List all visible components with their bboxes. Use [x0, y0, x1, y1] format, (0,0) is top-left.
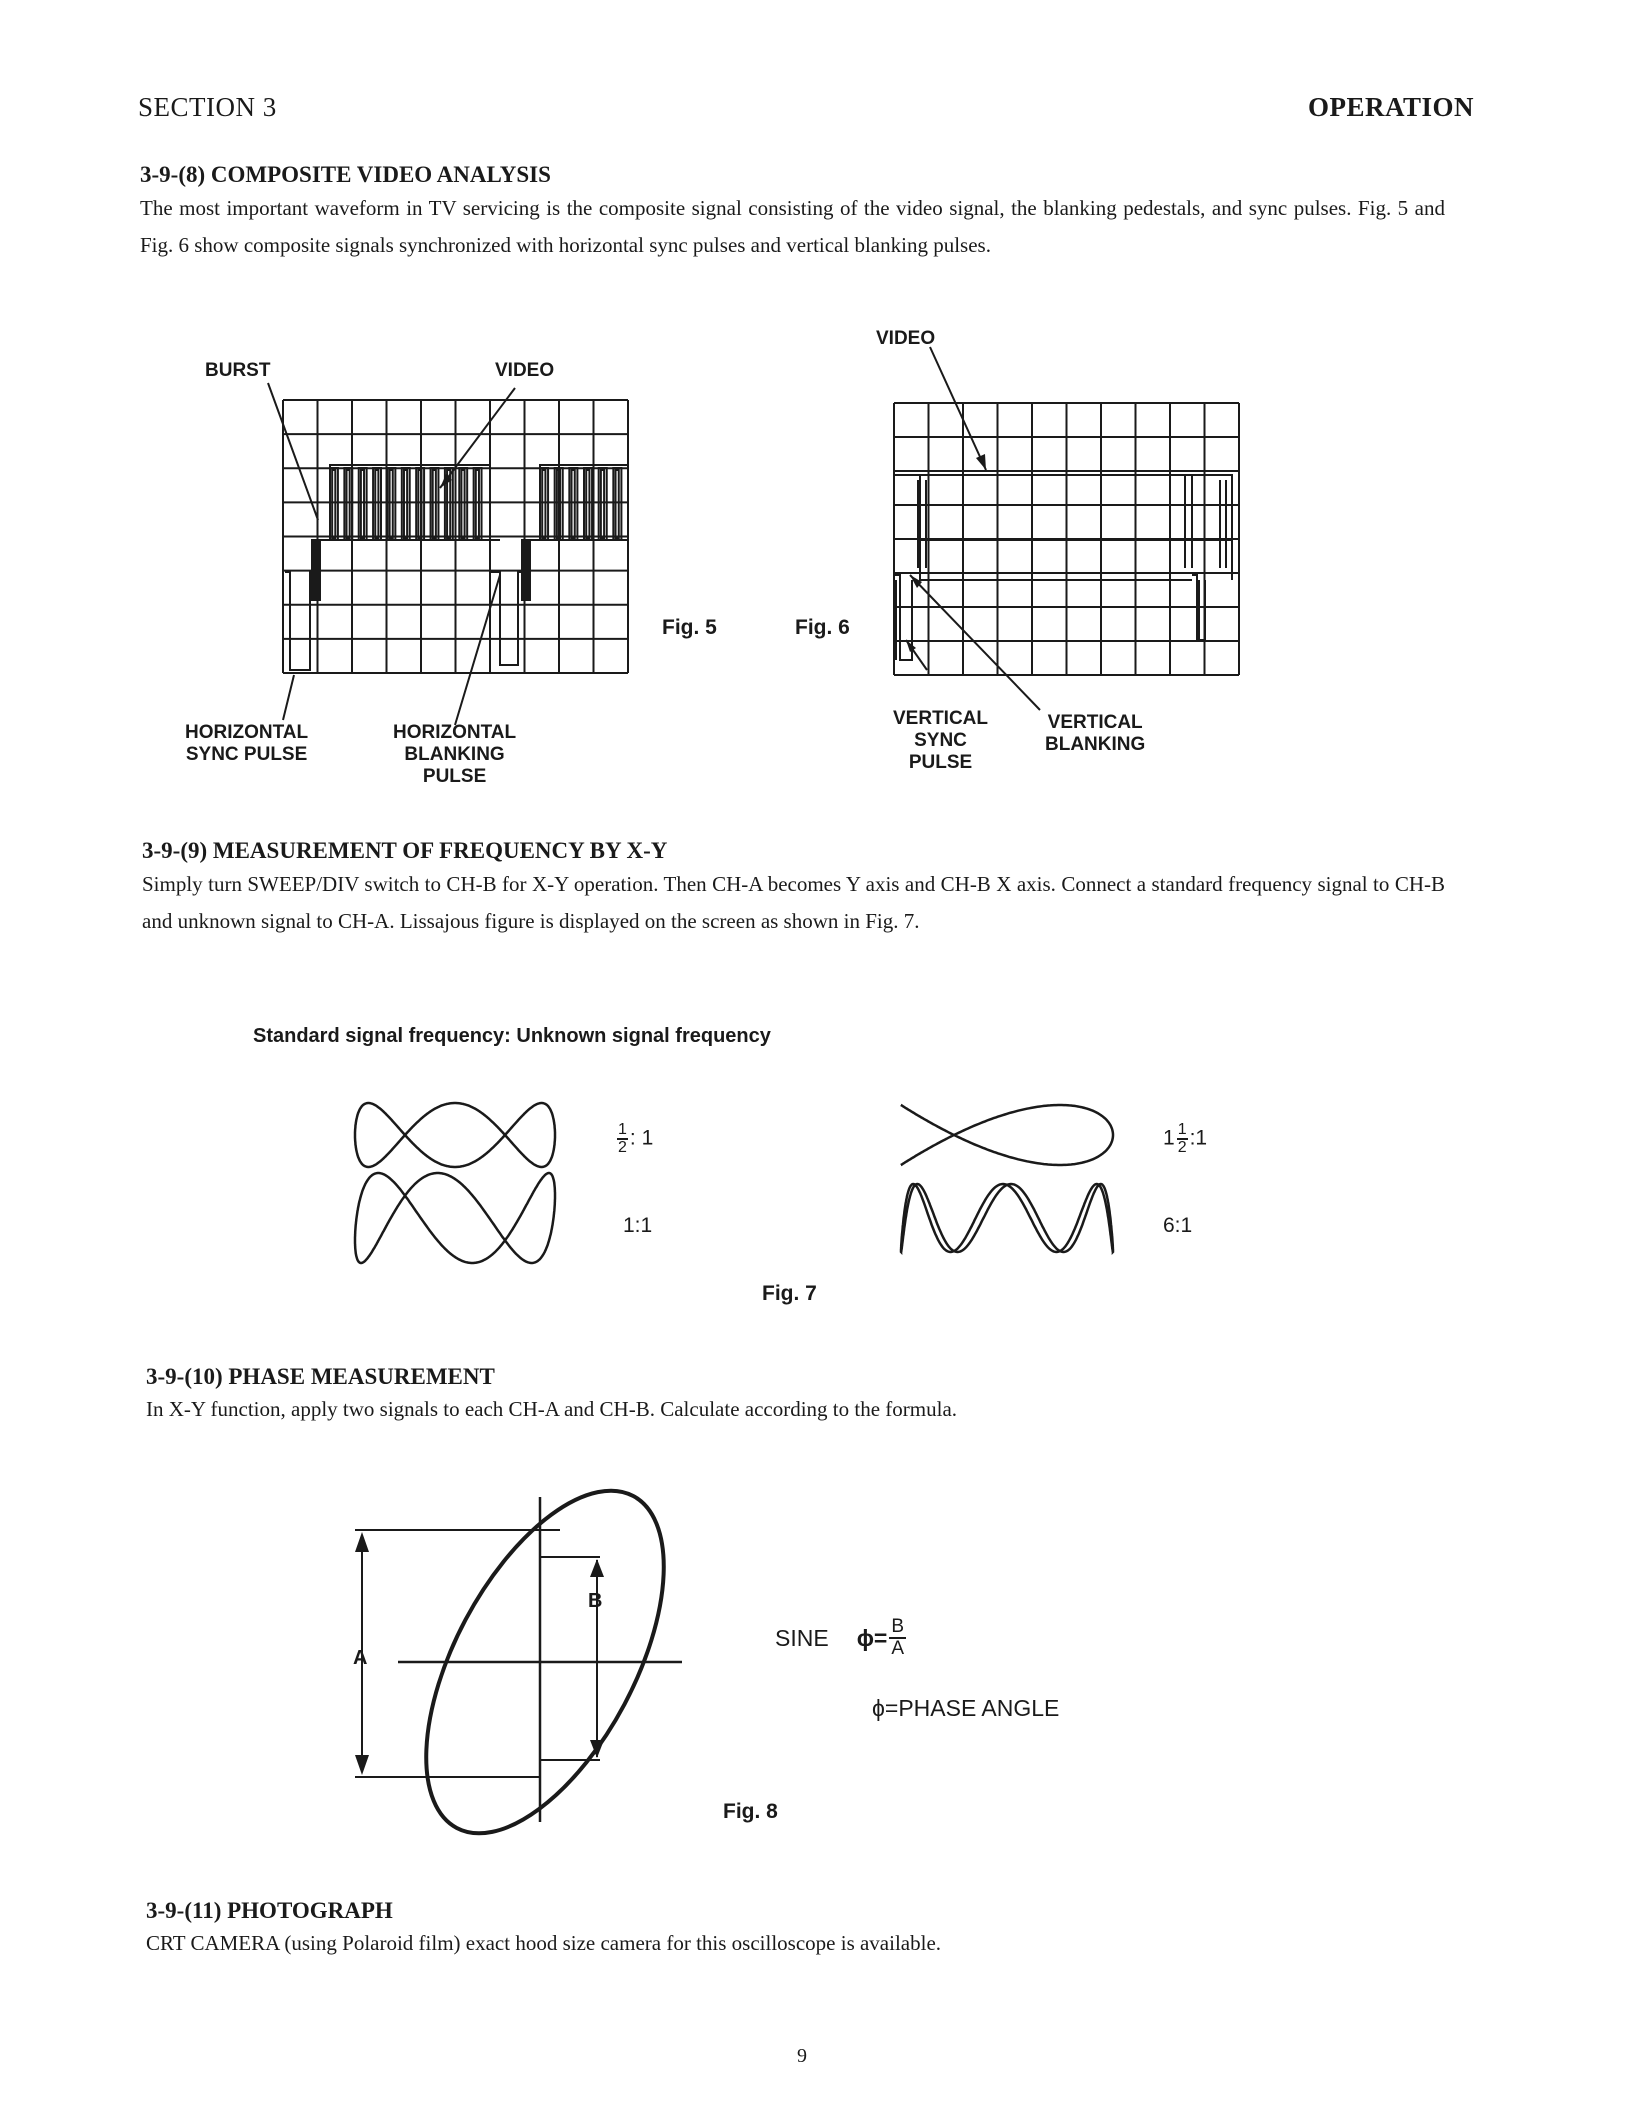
- section-heading-composite-video: 3-9-(8) COMPOSITE VIDEO ANALYSIS: [140, 162, 551, 187]
- phi-equals: ϕ=: [856, 1624, 888, 1651]
- fig6-vsync-line1: VERTICAL: [893, 708, 988, 729]
- fig5-hsync-line1: HORIZONTAL: [185, 722, 309, 743]
- section-heading-frequency-xy: 3-9-(9) MEASUREMENT OF FREQUENCY BY X-Y: [142, 838, 668, 863]
- ratio-half-numerator: 1: [618, 1121, 627, 1138]
- fig5-caption: Fig. 5: [662, 616, 717, 639]
- fig7-caption: Fig. 7: [762, 1282, 817, 1305]
- ratio-half-denominator: 2: [618, 1139, 627, 1156]
- fig6-vsync-line2: SYNC: [914, 730, 967, 751]
- fig6-vsync-line3: PULSE: [908, 752, 973, 773]
- sine-word: SINE: [775, 1624, 829, 1651]
- phase-angle-def: ϕ=PHASE ANGLE: [872, 1695, 1060, 1721]
- chapter-label: OPERATION: [1307, 92, 1474, 122]
- section-body-photograph: CRT CAMERA (using Polaroid film) exact hood size camera for this oscilloscope is available.: [146, 1931, 942, 1955]
- ratio-one-half-tail: :1: [1189, 1126, 1208, 1150]
- ratio-one-half-numerator: 1: [1177, 1121, 1187, 1138]
- fig5-burst-label: BURST: [205, 360, 271, 381]
- fig5-video-label: VIDEO: [495, 360, 555, 381]
- fig8-caption: Fig. 8: [723, 1800, 778, 1823]
- fig5-hsync-line2: SYNC PULSE: [185, 744, 308, 765]
- sine-formula: [775, 1617, 906, 1659]
- fig7-ratio-six: 6:1: [1163, 1214, 1193, 1237]
- fig6-video-label: VIDEO: [876, 328, 936, 349]
- fig5-hblank-line2: BLANKING: [404, 744, 505, 765]
- fig7-ratio-one: 1:1: [623, 1214, 653, 1237]
- section-body-frequency-xy: Simply turn SWEEP/DIV switch to CH-B for X-Y operation. Then CH-A becomes Y axis and CH-B X axis. Connect a standard frequency signal to CH-B and unknown signal to CH-A. Lissajous figure is displayed on the screen as shown in Fig. 7.: [142, 872, 1445, 933]
- ratio-half-tail: : 1: [629, 1126, 654, 1150]
- formula-fraction: [889, 1617, 906, 1659]
- section-body-composite-video: The most important waveform in TV servicing is the composite signal consisting of the video signal, the blanking pedestals, and sync pulses. Fig. 5 and Fig. 6 show composite signals synchronized with horizontal sync pulses and vertical blanking pulses.: [140, 196, 1445, 257]
- ratio-one-half-whole: 1: [1163, 1126, 1175, 1150]
- formula-denominator: A: [891, 1638, 905, 1659]
- fig5-hblank-line1: HORIZONTAL: [393, 722, 517, 743]
- section-heading-photograph: 3-9-(11) PHOTOGRAPH: [146, 1898, 393, 1923]
- section-body-phase: In X-Y function, apply two signals to each CH-A and CH-B. Calculate according to the formula.: [146, 1397, 958, 1421]
- fig7-intro: Standard signal frequency: Unknown signal frequency: [253, 1025, 771, 1047]
- fig5-hblank-line3: PULSE: [422, 766, 487, 787]
- section-label: SECTION 3: [138, 92, 277, 122]
- page-number: 9: [797, 2045, 807, 2067]
- fig6-vblank-line2: BLANKING: [1045, 734, 1146, 755]
- formula-numerator: B: [891, 1616, 905, 1637]
- fig6-caption: Fig. 6: [795, 616, 850, 639]
- section-heading-phase: 3-9-(10) PHASE MEASUREMENT: [146, 1364, 495, 1389]
- ratio-one-half-denominator: 2: [1177, 1139, 1187, 1156]
- fig8-label-a: A: [353, 1647, 368, 1669]
- fig8-label-b: B: [588, 1590, 603, 1612]
- fig6-vblank-line1: VERTICAL: [1047, 712, 1143, 733]
